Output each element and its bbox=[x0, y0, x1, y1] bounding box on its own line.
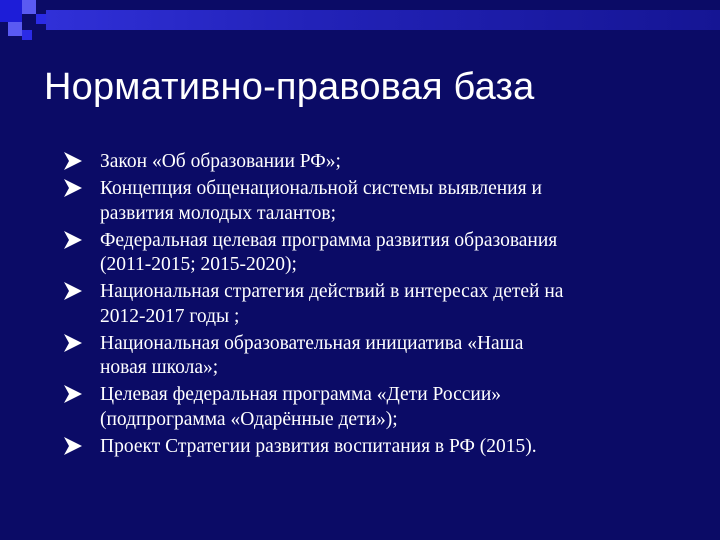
arrowhead-bullet-icon bbox=[62, 150, 84, 172]
list-item-line: Проект Стратегии развития воспитания в РФ (2015). bbox=[100, 435, 537, 457]
list-item bbox=[62, 435, 702, 460]
list-item-line: Закон «Об образовании РФ»; bbox=[100, 151, 341, 172]
list-item-line: Национальная образовательная инициатива «Наша bbox=[100, 332, 524, 354]
list-item bbox=[62, 332, 702, 381]
list-item bbox=[62, 383, 702, 432]
list-item-line: (2011-2015; 2015-2020); bbox=[100, 254, 297, 275]
decor-square bbox=[36, 14, 46, 24]
list-item-line: новая школа»; bbox=[100, 357, 219, 378]
list-item-line: (подпрограмма «Одарённые дети»); bbox=[100, 408, 398, 430]
list-item bbox=[62, 229, 702, 278]
list-item-line: Концепция общенациональной системы выявления и bbox=[100, 178, 542, 199]
decor-square bbox=[0, 0, 22, 22]
arrowhead-bullet-icon bbox=[62, 383, 84, 405]
list-item bbox=[62, 150, 702, 175]
list-item bbox=[62, 177, 702, 226]
decor-top-bar bbox=[46, 10, 720, 30]
arrowhead-bullet-icon bbox=[62, 435, 84, 457]
arrowhead-bullet-icon bbox=[62, 229, 84, 251]
arrowhead-bullet-icon bbox=[62, 280, 84, 302]
list-item bbox=[62, 280, 702, 329]
list-item-line: Национальная стратегия действий в интересах детей на bbox=[100, 281, 564, 302]
list-item-line: Целевая федеральная программа «Дети России» bbox=[100, 384, 502, 405]
decor-square bbox=[22, 30, 32, 40]
list-item-line: Федеральная целевая программа развития образования bbox=[100, 229, 558, 251]
list-item-line: 2012-2017 годы ; bbox=[100, 305, 240, 327]
slide-title: Нормативно-правовая база bbox=[44, 66, 535, 108]
arrowhead-bullet-icon bbox=[62, 177, 84, 199]
list-item-line: развития молодых талантов; bbox=[100, 202, 336, 224]
bullet-list bbox=[62, 150, 702, 462]
arrowhead-bullet-icon bbox=[62, 332, 84, 354]
decor-square bbox=[8, 22, 22, 36]
decor-square bbox=[22, 0, 36, 14]
